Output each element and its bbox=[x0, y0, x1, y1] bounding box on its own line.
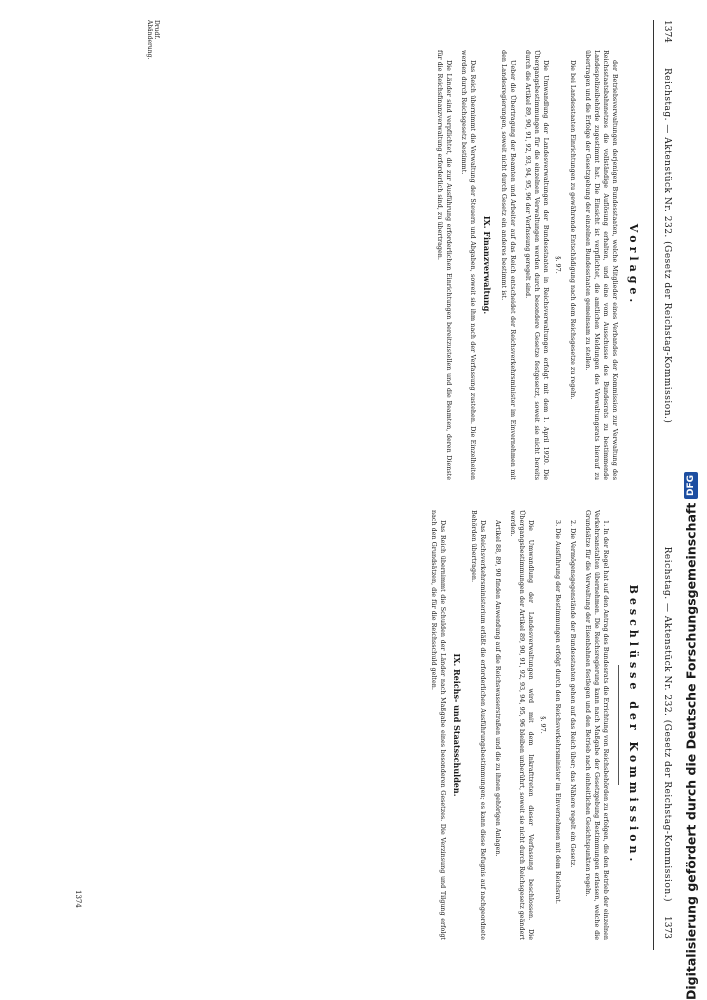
right-paragraph: 2. Die Vermögensgegenstände der Bundesstaaten gehen auf das Reich über; das Nähere regelt ein Gesetz. bbox=[569, 520, 577, 868]
right-column-title: Beschlüsse der Kommission. bbox=[627, 584, 640, 866]
right-paragraph: Artikel 88, 89, 90 finden Anwendung auf die Reichswasserstraßen und die zu ihnen gehörigen Anlagen. bbox=[494, 520, 502, 857]
left-column bbox=[42, 50, 642, 480]
left-page-number: 1374 bbox=[662, 20, 672, 43]
left-paragraph: Ueber die Übertragung der Beamten und Arbeiter auf das Reich entscheidet der Reichsverkehrsminister im Einvernehmen mit den Landesregierungen, soweit nicht durch Gesetz ein anderes bestimmt ist. bbox=[500, 50, 517, 480]
left-column-title: Vorlage. bbox=[627, 223, 640, 307]
rotated-spread bbox=[40, 20, 680, 950]
right-page-number: 1373 bbox=[662, 916, 672, 939]
right-paragraph: Das Reich übernimmt die Schulden der Länder nach Maßgabe eines besonderen Gesetzes. Die Verzinsung und Tilgung erfolgt nach den Grundsätzen, die für die Reichsschuld gelten. bbox=[430, 510, 447, 940]
right-paragraph: 3. Die Ausführung der Bestimmungen erfolgt durch den Reichsverkehrsminister im Einvernehmen mit dem Reichsrat. bbox=[554, 520, 562, 904]
left-paragraph: Die Umwandlung der Landesverwaltungen der Bundesstaaten in Reichsverwaltungen erfolgt mit dem 1. April 1920. Die Übergangsbestimmungen für die einzelnen Verwaltungen werden durch besondere Gesetze festgesetzt, soweit sie nicht bereits durch die Artikel 89, 90, 91, 92, 93, 94, 95, 96 der Verfassung geregelt sind. bbox=[524, 50, 550, 480]
margin-note: Drudf. Abänderung. bbox=[146, 20, 160, 60]
left-header-title: Reichstag. — Aktenstück Nr. 232. (Gesetz der Reichstag-Kommission.) bbox=[662, 68, 672, 424]
dfg-stamp-text: Digitalisierung gefördert durch die Deutsche Forschungsgemeinschaft bbox=[683, 502, 699, 1000]
right-footer-number: 1374 bbox=[74, 890, 82, 908]
left-section-heading: §. 97. bbox=[554, 256, 562, 274]
right-section-heading: §. 97. bbox=[539, 716, 547, 734]
left-paragraph: der Betriebsverwaltungen derjenigen Bundesstaaten, welche Mitglieder eines Verbandes der Kommission zur Verwaltung des Reichsstaatsbahnnetzes die vollständige Auflösung erhalten, und eine vom Ausschusse des Bundesrats zu bestimmende Landespolizeibehörde zugestimmt hat. Die Einsicht ist verpflichtet, die amtlichen Meldungen des Verwaltungsrats hierauf zu übertragen und die Erfolge der Gesetzgebung der einzelnen Bundesstaaten gemeinsam zu stellen. bbox=[584, 50, 619, 480]
right-section-title: IX. Reichs- und Staatsschulden. bbox=[452, 653, 462, 797]
right-paragraph: Die Umwandlung der Landesverwaltungen wird mit dem Inkrafttreten dieser Verfassung beschlossen. Die Übergangsbestimmungen der Artikel 89, 90, 91, 92, 93, 94, 95, 96 bleiben unberührt, soweit sie nicht durch Reichsgesetz geändert werden. bbox=[509, 510, 535, 940]
right-header-title: Reichstag. — Aktenstück Nr. 232. (Gesetz der Reichstag-Kommission.) bbox=[662, 546, 672, 902]
right-paragraph: 1. In der Regel hat auf den Antrag des Bundesrats die Errichtung von Reichsbehörden zu erfolgen, die den Betrieb der einzelnen Verkehrsanstalten übernehmen. Die Reichsregierung kann nach Maßgabe der Gesetzgebung Bestimmungen erlassen, welche die Grundsätze für die Verwaltung der Eisenbahnen festlegen und den Betrieb nach einheitlichen Gesichtspunkten regeln. bbox=[584, 510, 610, 940]
dfg-stamp bbox=[676, 0, 706, 1000]
left-paragraph: Die bei Landesstaaten Einrichtungen zu gewährende Entschädigung nach dem Reichsgesetze zu regeln. bbox=[569, 60, 577, 400]
title-divider bbox=[618, 665, 619, 785]
left-section-title: IX. Finanzverwaltung. bbox=[482, 215, 492, 315]
left-paragraph: Das Reich übernimmt die Verwaltung der Steuern und Abgaben, soweit sie ihm nach der Verfassung zustehen. Die Einzelheiten werden durch Reichsgesetz bestimmt. bbox=[460, 50, 477, 480]
dfg-logo-icon: DFG bbox=[684, 472, 698, 499]
left-paragraph: Die Länder sind verpflichtet, die zur Ausführung erforderlichen Einrichtungen bereitzustellen und die Beamten, deren Dienste für die Reichsfinanzverwaltung erforderlich sind, zu übertragen. bbox=[436, 50, 453, 480]
right-paragraph: Das Reichsverkehrsministerium erläßt die erforderlichen Ausführungsbestimmungen; es kann diese Befugnis auf nachgeordnete Behörden übertragen. bbox=[470, 510, 487, 940]
right-column bbox=[42, 510, 642, 940]
